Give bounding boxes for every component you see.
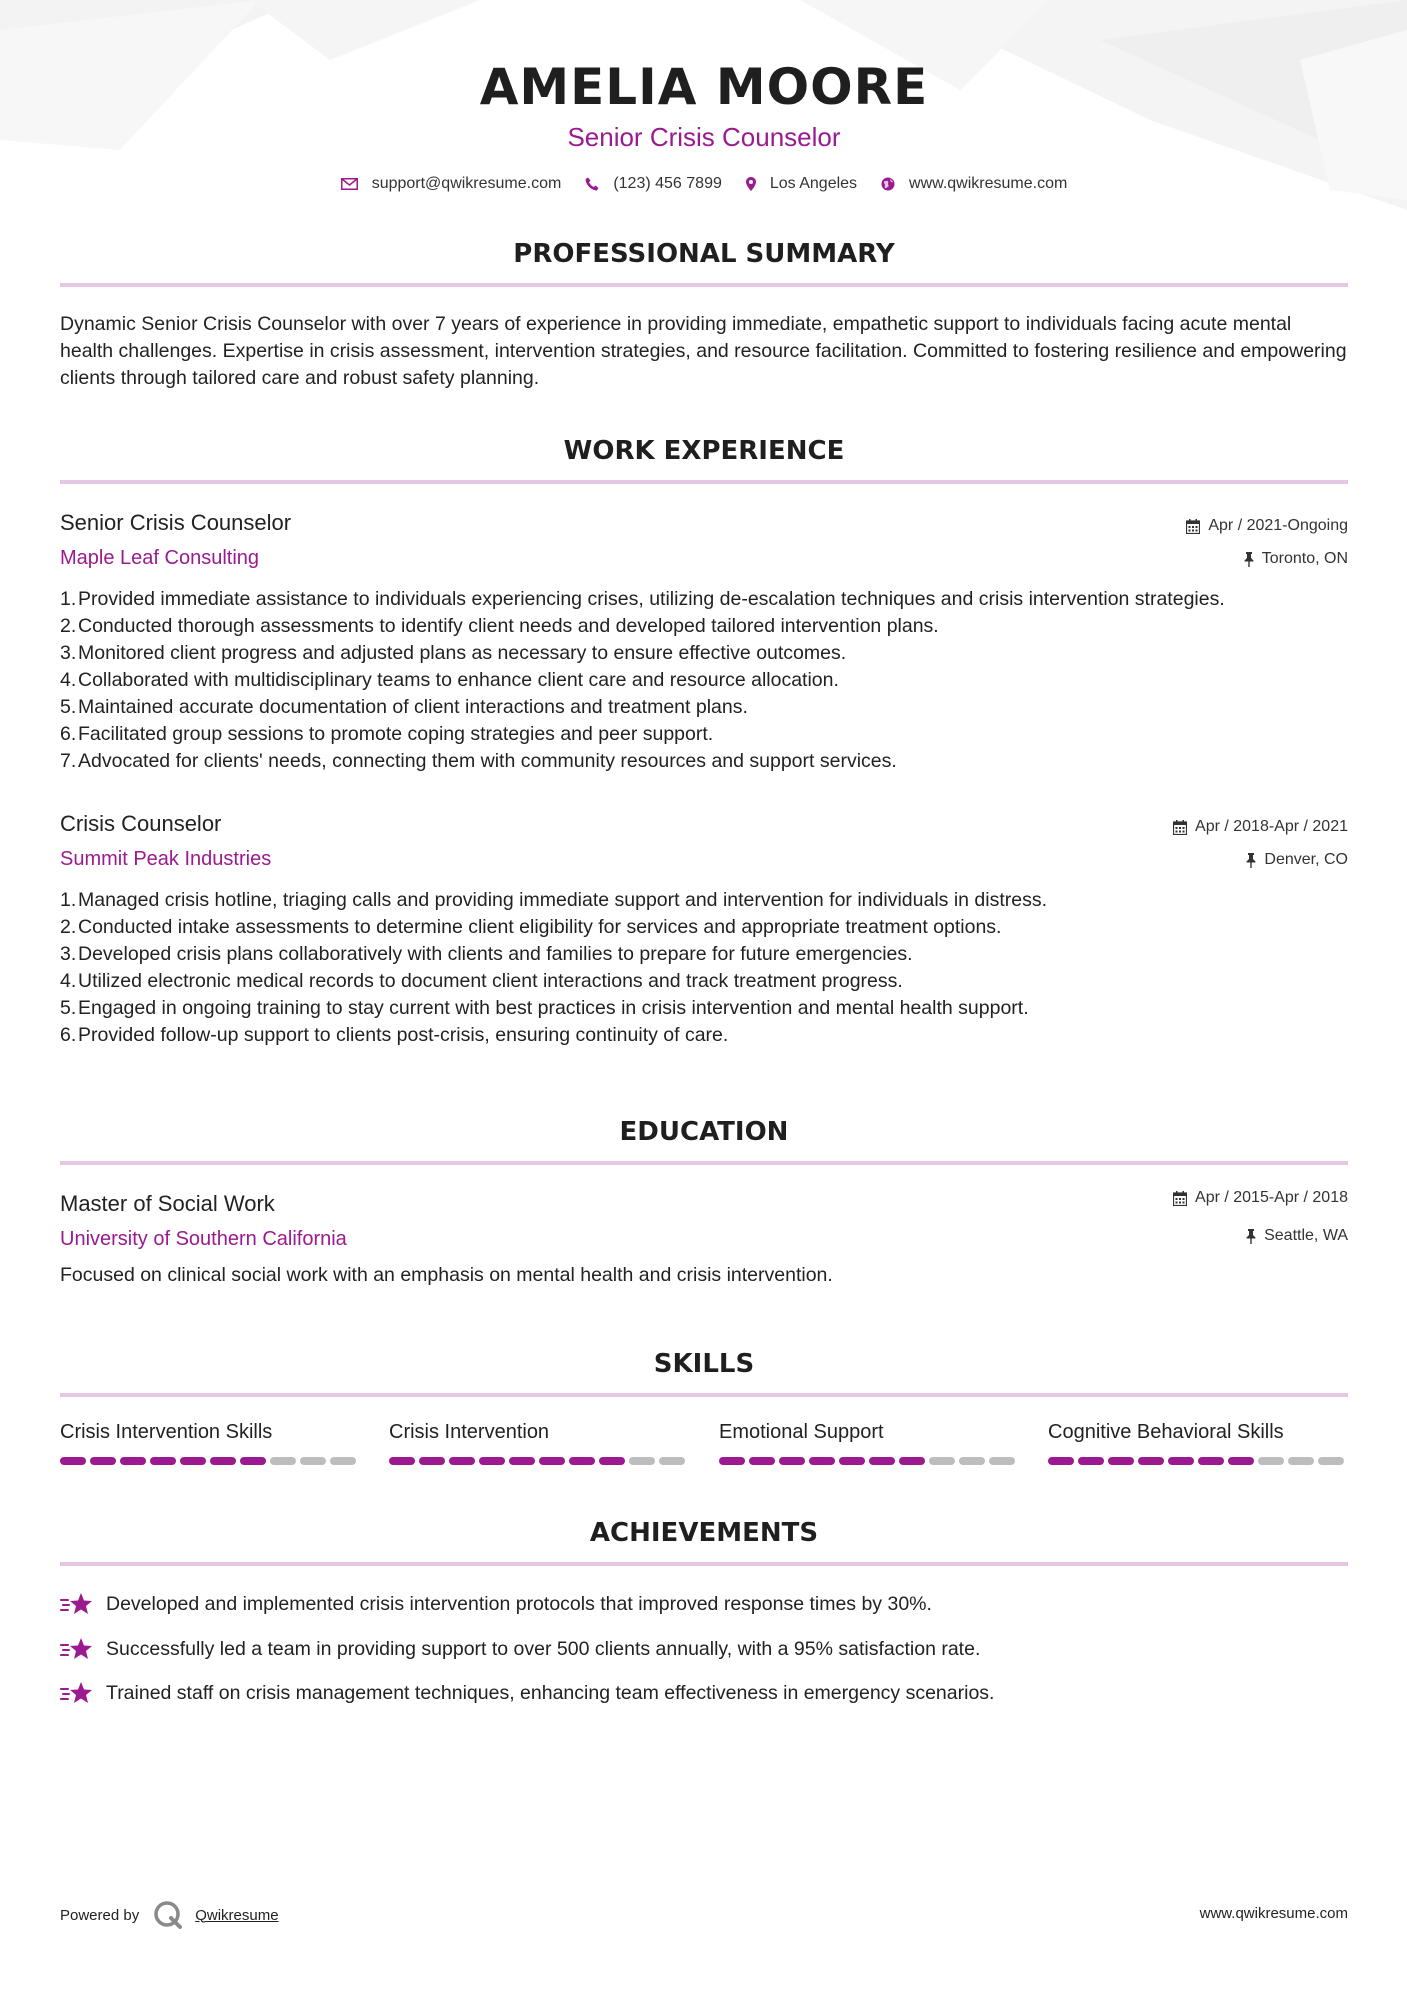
candidate-role: Senior Crisis Counselor [567, 122, 841, 152]
envelope-icon [341, 178, 358, 190]
skill-level-dot [240, 1457, 266, 1465]
skill-item [719, 1421, 1019, 1444]
list-item: 3. Monitored client progress and adjusted plans as necessary to ensure effective outcomes. [60, 640, 1348, 667]
skill-level-dot [899, 1457, 925, 1465]
education-dates [1173, 1189, 1348, 1207]
star-icon [60, 1591, 94, 1617]
skill-name: Cognitive Behavioral Skills [1048, 1421, 1284, 1443]
skill-level-dot [779, 1457, 805, 1465]
candidate-name: AMELIA MOORE [479, 58, 929, 116]
summary-heading: PROFESSIONAL SUMMARY [513, 239, 895, 269]
company-name: Maple Leaf Consulting [60, 547, 260, 569]
contact-bar [60, 175, 1348, 193]
skill-level-dot [959, 1457, 985, 1465]
star-icon [60, 1636, 94, 1662]
skill-item [1048, 1421, 1348, 1444]
responsibility-text: Collaborated with multidisciplinary teams to enhance client care and resource allocation. [78, 669, 839, 691]
skill-level-dot [300, 1457, 326, 1465]
responsibility-text: Advocated for clients' needs, connecting them with community resources and support services. [78, 750, 897, 772]
skill-level-dot [659, 1457, 685, 1465]
contact-email[interactable] [341, 175, 562, 193]
contact-location [746, 175, 857, 193]
summary-text: Dynamic Senior Crisis Counselor with over 7 years of experience in providing immediate, empathetic support to individuals facing acute mental health challenges. Expertise in crisis assessment, intervention strategies, and resource facilitation. Committed to fostering resilience and empowering clients through tailored care and robust safety planning. [60, 313, 1347, 389]
skill-level-dot [539, 1457, 565, 1465]
skill-level-dot [509, 1457, 535, 1465]
skill-level-dot [389, 1457, 415, 1465]
achievement-item [60, 1680, 994, 1706]
list-item: 1. Provided immediate assistance to individuals experiencing crises, utilizing de-escalation techniques and crisis intervention strategies. [60, 586, 1348, 613]
achievement-item [60, 1591, 932, 1617]
section-divider [60, 480, 1348, 484]
education-dates-text: Apr / 2015-Apr / 2018 [1195, 1189, 1348, 1206]
pushpin-icon [1246, 853, 1256, 868]
star-icon [60, 1680, 94, 1706]
job-dates [1186, 517, 1348, 535]
list-item: 1. Managed crisis hotline, triaging calls and providing immediate support and intervention for individuals in distress. [60, 887, 1348, 914]
responsibility-text: Maintained accurate documentation of client interactions and treatment plans. [78, 696, 748, 718]
powered-by-label: Powered by [60, 1906, 140, 1924]
job-dates [1173, 818, 1348, 836]
education-description: Focused on clinical social work with an emphasis on mental health and crisis intervention. [60, 1264, 833, 1286]
skill-level-dot [479, 1457, 505, 1465]
skill-level-dot [1318, 1457, 1344, 1465]
responsibility-text: Provided follow-up support to clients post-crisis, ensuring continuity of care. [78, 1024, 729, 1046]
education-heading: EDUCATION [619, 1117, 789, 1147]
list-item: 2. Conducted intake assessments to determine client eligibility for services and appropriate treatment options. [60, 914, 1348, 941]
skill-level-dot [1168, 1457, 1194, 1465]
skill-level-dot [180, 1457, 206, 1465]
skill-level-dot [869, 1457, 895, 1465]
skill-level-dot [929, 1457, 955, 1465]
skill-level-dot [989, 1457, 1015, 1465]
list-item: 2. Conducted thorough assessments to identify client needs and developed tailored intervention plans. [60, 613, 1348, 640]
skill-level-dot [90, 1457, 116, 1465]
skill-level-dot [210, 1457, 236, 1465]
achievements-heading: ACHIEVEMENTS [589, 1518, 819, 1548]
phone-icon [585, 177, 599, 191]
section-divider [60, 283, 1348, 287]
globe-icon [881, 177, 895, 191]
contact-website[interactable] [881, 175, 1067, 193]
skill-level-dot [60, 1457, 86, 1465]
responsibility-text: Engaged in ongoing training to stay current with best practices in crisis intervention and mental health support. [78, 997, 1029, 1019]
job-location [1246, 851, 1348, 869]
skill-level-dot [150, 1457, 176, 1465]
job-location-text: Denver, CO [1264, 851, 1348, 868]
list-item: 7. Advocated for clients' needs, connecting them with community resources and support services. [60, 748, 1348, 775]
responsibility-text: Developed crisis plans collaboratively with clients and families to prepare for future emergencies. [78, 943, 913, 965]
skills-heading: SKILLS [653, 1349, 755, 1379]
education-location [1246, 1227, 1348, 1245]
qwikresume-link[interactable]: Qwikresume [195, 1906, 279, 1924]
skill-level-meter [719, 1457, 1015, 1465]
list-item: 4. Utilized electronic medical records to document client interactions and track treatment progress. [60, 968, 1348, 995]
skill-level-dot [1228, 1457, 1254, 1465]
skill-level-dot [330, 1457, 356, 1465]
section-divider [60, 1562, 1348, 1566]
skill-level-dot [1138, 1457, 1164, 1465]
job-location-text: Toronto, ON [1261, 550, 1348, 567]
skill-item [389, 1421, 689, 1444]
skill-level-dot [839, 1457, 865, 1465]
responsibility-text: Monitored client progress and adjusted plans as necessary to ensure effective outcomes. [78, 642, 847, 664]
job-title: Senior Crisis Counselor [60, 510, 292, 535]
list-item: 3. Developed crisis plans collaboratively with clients and families to prepare for future emergencies. [60, 941, 1348, 968]
job-location [1244, 550, 1348, 568]
list-item: 6. Provided follow-up support to clients post-crisis, ensuring continuity of care. [60, 1022, 1348, 1049]
section-divider [60, 1161, 1348, 1165]
section-divider [60, 1393, 1348, 1397]
calendar-icon [1173, 1191, 1187, 1206]
contact-phone[interactable] [585, 175, 722, 193]
header-background-decoration [0, 0, 1407, 240]
job-dates-text: Apr / 2021-Ongoing [1208, 517, 1348, 534]
skill-level-dot [449, 1457, 475, 1465]
skill-level-dot [1048, 1457, 1074, 1465]
map-pin-icon [746, 177, 756, 191]
responsibility-text: Utilized electronic medical records to document client interactions and track treatment progress. [78, 970, 903, 992]
skill-level-dot [419, 1457, 445, 1465]
responsibility-text: Facilitated group sessions to promote coping strategies and peer support. [78, 723, 714, 745]
degree-title: Master of Social Work [60, 1191, 275, 1216]
achievement-text: Developed and implemented crisis intervention protocols that improved response times by 30%. [106, 1592, 932, 1615]
skill-level-dot [719, 1457, 745, 1465]
skill-level-dot [270, 1457, 296, 1465]
skill-name: Crisis Intervention Skills [60, 1421, 273, 1443]
pushpin-icon [1244, 552, 1254, 567]
list-item: 4. Collaborated with multidisciplinary teams to enhance client care and resource allocation. [60, 667, 1348, 694]
list-item: 5. Engaged in ongoing training to stay current with best practices in crisis intervention and mental health support. [60, 995, 1348, 1022]
phone-text: (123) 456 7899 [613, 175, 722, 192]
experience-heading: WORK EXPERIENCE [563, 436, 845, 466]
responsibility-text: Provided immediate assistance to individuals experiencing crises, utilizing de-escalation techniques and crisis intervention strategies. [78, 588, 1225, 610]
website-text: www.qwikresume.com [909, 175, 1068, 192]
calendar-icon [1173, 820, 1187, 835]
achievement-text: Trained staff on crisis management techniques, enhancing team effectiveness in emergency scenarios. [106, 1681, 995, 1704]
footer-website[interactable]: www.qwikresume.com [1199, 1905, 1348, 1922]
qwikresume-logo [153, 1900, 183, 1930]
skill-level-meter [389, 1457, 685, 1465]
list-item: 5. Maintained accurate documentation of client interactions and treatment plans. [60, 694, 1348, 721]
email-text: support@qwikresume.com [371, 175, 562, 192]
skill-item [60, 1421, 360, 1444]
skill-level-dot [1078, 1457, 1104, 1465]
location-text: Los Angeles [769, 175, 858, 192]
responsibility-text: Managed crisis hotline, triaging calls and providing immediate support and intervention for individuals in distress. [78, 889, 1048, 911]
education-location-text: Seattle, WA [1264, 1227, 1348, 1244]
skill-level-dot [1258, 1457, 1284, 1465]
pushpin-icon [1246, 1229, 1256, 1244]
skill-level-dot [599, 1457, 625, 1465]
skill-level-meter [60, 1457, 356, 1465]
achievement-item [60, 1636, 980, 1662]
job-dates-text: Apr / 2018-Apr / 2021 [1195, 818, 1348, 835]
skill-level-dot [809, 1457, 835, 1465]
footer-powered-by [60, 1900, 279, 1930]
skill-level-dot [1198, 1457, 1224, 1465]
responsibility-text: Conducted thorough assessments to identify client needs and developed tailored intervention plans. [78, 615, 939, 637]
skill-level-dot [569, 1457, 595, 1465]
list-item: 6. Facilitated group sessions to promote coping strategies and peer support. [60, 721, 1348, 748]
skill-level-dot [120, 1457, 146, 1465]
skill-level-dot [1108, 1457, 1134, 1465]
job-responsibilities [60, 586, 1348, 775]
school-name: University of Southern California [60, 1228, 347, 1250]
skill-level-dot [1288, 1457, 1314, 1465]
job-responsibilities [60, 887, 1348, 1049]
achievement-text: Successfully led a team in providing support to over 500 clients annually, with a 95% satisfaction rate. [106, 1637, 981, 1660]
calendar-icon [1186, 519, 1200, 534]
skill-level-meter [1048, 1457, 1344, 1465]
responsibility-text: Conducted intake assessments to determine client eligibility for services and appropriate treatment options. [78, 916, 1002, 938]
skill-level-dot [749, 1457, 775, 1465]
company-name: Summit Peak Industries [60, 848, 272, 870]
job-title: Crisis Counselor [60, 811, 222, 836]
skill-name: Crisis Intervention [389, 1421, 550, 1443]
skill-name: Emotional Support [719, 1421, 884, 1443]
skill-level-dot [629, 1457, 655, 1465]
